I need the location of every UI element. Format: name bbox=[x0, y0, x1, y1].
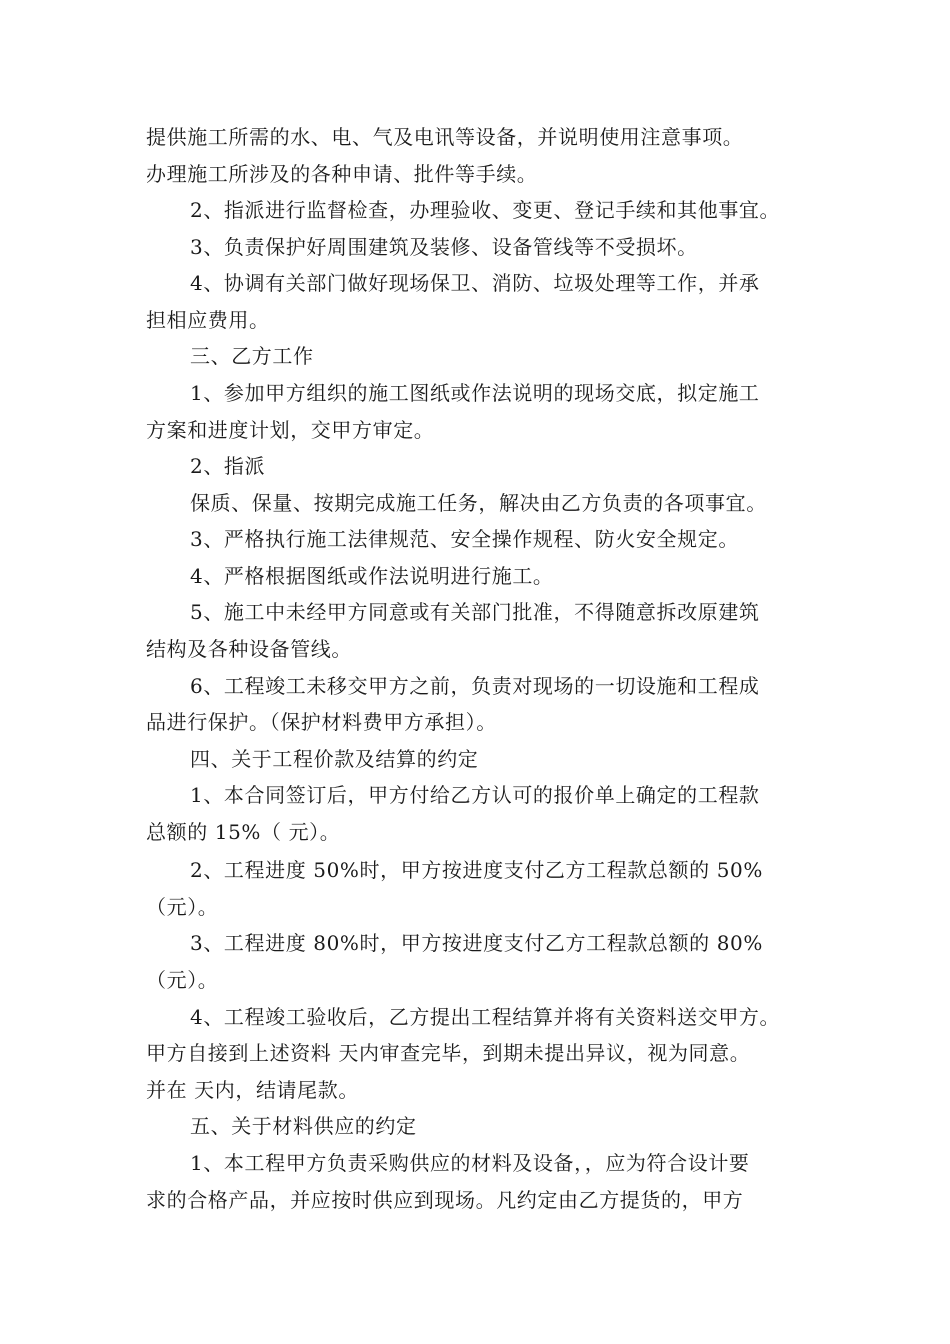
text-line: 方案和进度计划，交甲方审定。 bbox=[146, 418, 435, 442]
text-line: 6、工程竣工未移交甲方之前，负责对现场的一切设施和工程成 bbox=[190, 674, 760, 698]
text-line: 并在 天内，结请尾款。 bbox=[146, 1078, 359, 1102]
text-line: 3、负责保护好周围建筑及装修、设备管线等不受损坏。 bbox=[190, 235, 698, 259]
text-line: 甲方自接到上述资料 天内审查完毕，到期未提出异议，视为同意。 bbox=[146, 1041, 751, 1065]
text-line: 4、工程竣工验收后，乙方提出工程结算并将有关资料送交甲方。 bbox=[190, 1005, 781, 1029]
text-line: （元）。 bbox=[146, 895, 219, 919]
text-line: 品进行保护。（保护材料费甲方承担）。 bbox=[146, 710, 497, 734]
text-line: 办理施工所涉及的各种申请、批件等手续。 bbox=[146, 162, 538, 186]
text-line: 提供施工所需的水、电、气及电讯等设备，并说明使用注意事项。 bbox=[146, 125, 744, 149]
text-line: 5、施工中未经甲方同意或有关部门批准，不得随意拆改原建筑 bbox=[190, 600, 760, 624]
text-line: 总额的 15%（ 元）。 bbox=[146, 820, 341, 844]
text-line: 3、严格执行施工法律规范、安全操作规程、防火安全规定。 bbox=[190, 527, 739, 551]
text-line: 结构及各种设备管线。 bbox=[146, 637, 352, 661]
text-line: 3、工程进度 80%时，甲方按进度支付乙方工程款总额的 80% bbox=[190, 931, 763, 955]
section-heading: 四、关于工程价款及结算的约定 bbox=[190, 747, 479, 771]
section-heading: 三、乙方工作 bbox=[190, 344, 314, 368]
text-line: 1、本合同签订后，甲方付给乙方认可的报价单上确定的工程款 bbox=[190, 783, 760, 807]
text-line: 求的合格产品，并应按时供应到现场。凡约定由乙方提货的，甲方 bbox=[146, 1188, 744, 1212]
text-line: 1、参加甲方组织的施工图纸或作法说明的现场交底，拟定施工 bbox=[190, 381, 760, 405]
text-line: 担相应费用。 bbox=[146, 308, 270, 332]
text-line: 4、严格根据图纸或作法说明进行施工。 bbox=[190, 564, 554, 588]
text-line: 2、指派进行监督检查，办理验收、变更、登记手续和其他事宜。 bbox=[190, 198, 781, 222]
text-line: 2、工程进度 50%时，甲方按进度支付乙方工程款总额的 50% bbox=[190, 858, 763, 882]
text-line: 2、指派 bbox=[190, 454, 266, 478]
text-line: （元）。 bbox=[146, 968, 219, 992]
text-line: 1、本工程甲方负责采购供应的材料及设备，，应为符合设计要 bbox=[190, 1151, 750, 1175]
text-line: 保质、保量、按期完成施工任务，解决由乙方负责的各项事宜。 bbox=[190, 491, 767, 515]
text-line: 4、协调有关部门做好现场保卫、消防、垃圾处理等工作，并承 bbox=[190, 271, 760, 295]
section-heading: 五、关于材料供应的约定 bbox=[190, 1114, 417, 1138]
